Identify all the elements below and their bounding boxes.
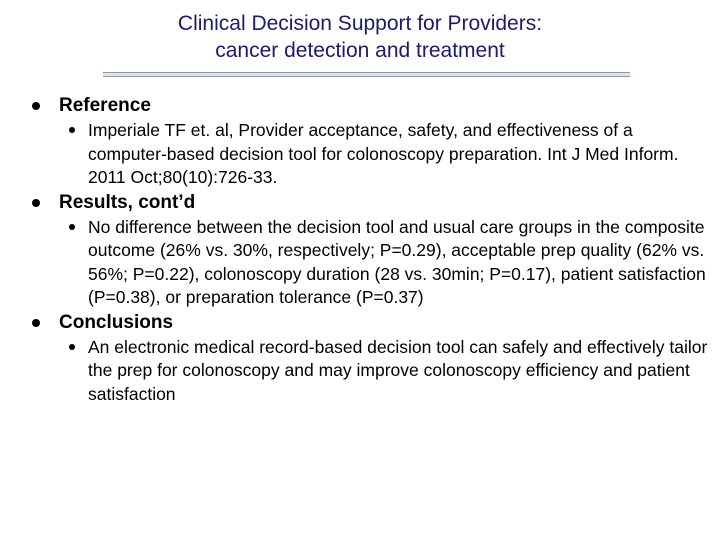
sub-point-text: No difference between the decision tool and usual care groups in the composite outcome (26% vs. 30%, respectively; P=0.29), acceptable prep quality (62% vs. 56%; P=0.22), colonoscopy duration (28 vs. 30min; P=0.17), patient satisfaction (P=0.38), or preparation tolerance (P=0.37)	[88, 216, 706, 307]
section-conclusions	[0, 310, 709, 407]
bullet-icon	[32, 199, 40, 207]
sub-point	[59, 216, 709, 310]
sub-point-text: An electronic medical record-based decision tool can safely and effectively tailor the prep for colonoscopy and may improve colonoscopy efficiency and patient satisfaction	[88, 336, 708, 404]
sub-point-text: Imperiale TF et. al, Provider acceptance, safety, and effectiveness of a computer-based decision tool for colonoscopy preparation. Int J Med Inform. 2011 Oct;80(10):726-33.	[88, 120, 679, 187]
sub-bullet-icon	[69, 127, 75, 133]
section-reference	[0, 93, 709, 190]
slide-title	[0, 10, 720, 64]
bullet-icon	[32, 102, 40, 110]
bullet-icon	[32, 319, 40, 327]
slide-body	[0, 93, 720, 406]
sub-bullet-icon	[69, 224, 75, 230]
section-results	[0, 190, 709, 310]
slide-title-line-2: cancer detection and treatment	[215, 39, 505, 62]
sub-bullet-icon	[69, 344, 75, 350]
section-heading: Reference	[59, 95, 151, 116]
title-divider	[103, 72, 630, 77]
sub-point	[59, 336, 709, 407]
slide-title-line-1: Clinical Decision Support for Providers:	[177, 12, 543, 35]
section-heading: Results, cont’d	[59, 191, 196, 213]
section-heading: Conclusions	[59, 311, 174, 333]
sub-point	[59, 119, 709, 190]
